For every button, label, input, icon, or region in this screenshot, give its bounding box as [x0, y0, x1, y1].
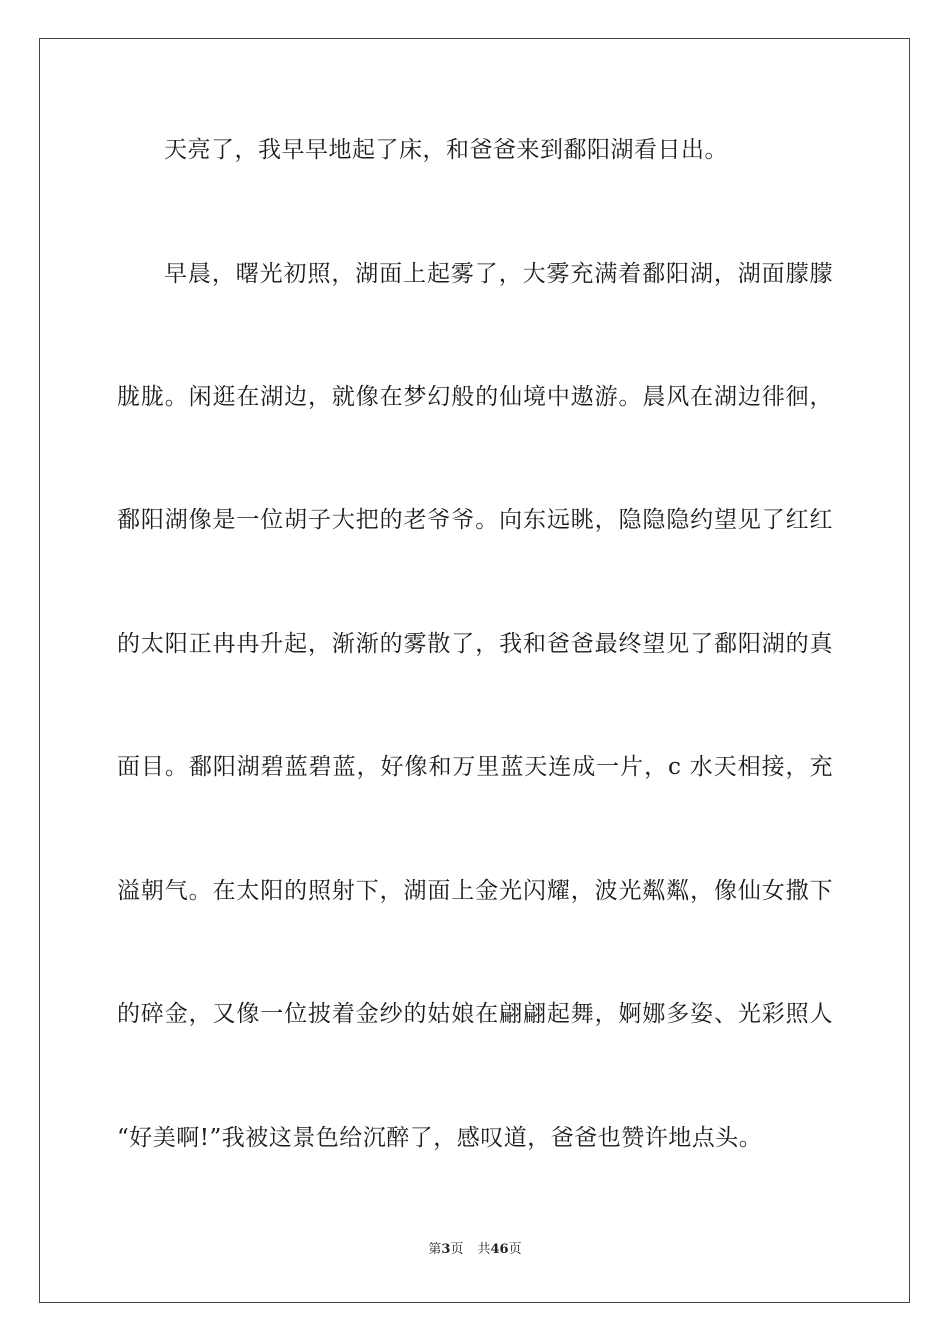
paragraph-2-line-7: 的碎金，又像一位披着金纱的姑娘在翩翩起舞，婀娜多姿、光彩照人: [117, 1001, 833, 1027]
page-border: [39, 38, 910, 1303]
paragraph-2-line-3: 鄱阳湖像是一位胡子大把的老爷爷。向东远眺，隐隐隐约望见了红红: [117, 507, 833, 533]
page-footer: [0, 1241, 950, 1259]
page-prefix: 第: [428, 1242, 442, 1257]
paragraph-2-line-6: 溢朝气。在太阳的照射下，湖面上金光闪耀，波光粼粼，像仙女撒下: [117, 878, 833, 904]
paragraph-2-line-4: 的太阳正冉冉升起，渐渐的雾散了，我和爸爸最终望见了鄱阳湖的真: [117, 631, 833, 657]
total-prefix: 共: [477, 1242, 491, 1257]
paragraph-2-line-1: 早晨，曙光初照，湖面上起雾了，大雾充满着鄱阳湖，湖面朦朦: [164, 261, 833, 287]
paragraph-1-line-1: 天亮了，我早早地起了床，和爸爸来到鄱阳湖看日出。: [164, 137, 728, 163]
paragraph-2-line-8: “好美啊!”我被这景色给沉醉了，感叹道，爸爸也赞许地点头。: [117, 1125, 763, 1151]
page-suffix: 页: [450, 1242, 464, 1257]
page-number: 3: [441, 1242, 451, 1257]
total-pages: 46: [490, 1242, 509, 1257]
paragraph-2-line-5: 面目。鄱阳湖碧蓝碧蓝，好像和万里蓝天连成一片，c 水天相接，充: [117, 754, 833, 780]
paragraph-2-line-2: 胧胧。闲逛在湖边，就像在梦幻般的仙境中遨游。晨风在湖边徘徊，: [117, 384, 833, 410]
total-suffix: 页: [508, 1242, 522, 1257]
